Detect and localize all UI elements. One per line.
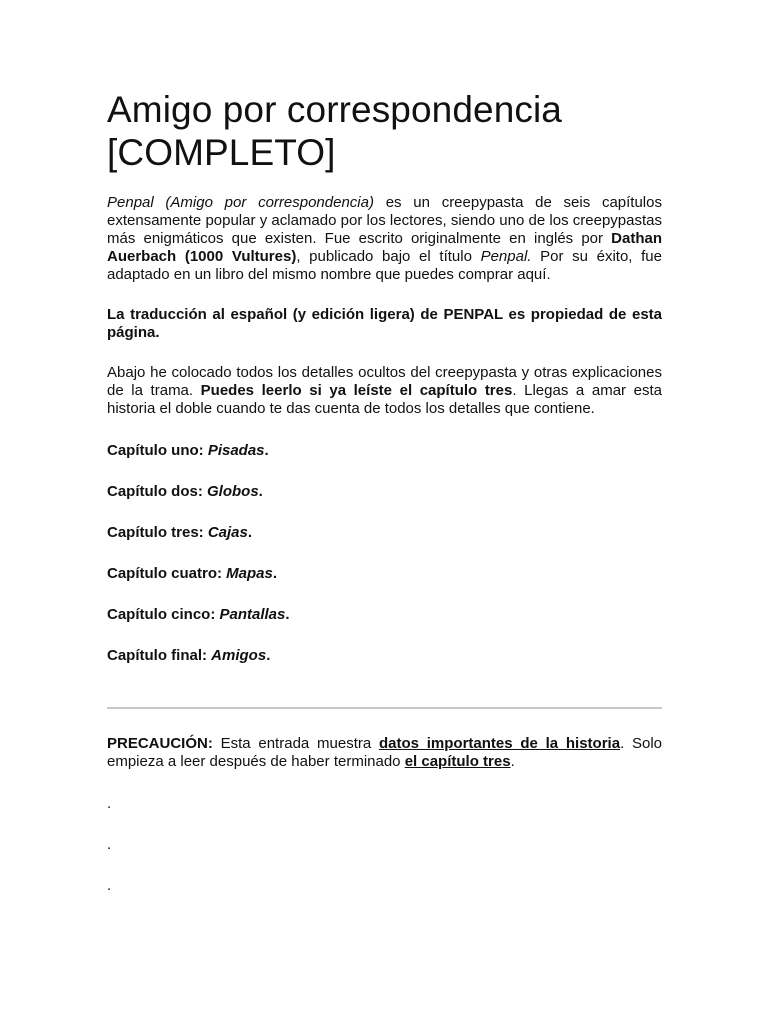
chapter-item <box>107 565 662 583</box>
chapter-name: Pantallas <box>219 606 286 623</box>
chapter-name: Globos <box>207 483 259 500</box>
title-line-2: [COMPLETO] <box>107 132 336 173</box>
translation-notice: La traducción al español (y edición ligera) de PENPAL es propiedad de esta página. <box>107 306 662 341</box>
warning-text-2: . Solo empieza a leer después de haber terminado <box>107 735 663 770</box>
intro-paragraph <box>107 194 662 284</box>
section-divider <box>107 707 662 709</box>
chapter-label: Capítulo dos: <box>107 483 207 500</box>
warning-text-1: Esta entrada muestra <box>212 735 379 752</box>
chapter-end: . <box>266 647 271 664</box>
chapter-label: Capítulo cuatro: <box>107 565 227 582</box>
chapter-end: . <box>272 565 278 582</box>
chapter-item <box>107 483 662 501</box>
details-text-1: Abajo he colocado todos los detalles ocultos del creepypasta y otras explicaciones de la trama. <box>107 364 662 399</box>
chapter-end: . <box>264 442 269 459</box>
spoiler-warning <box>107 735 662 771</box>
chapter-item <box>107 606 662 624</box>
details-bold-warning: Puedes leerlo si ya leíste el capítulo tres <box>200 382 513 399</box>
chapter-label: Capítulo uno: <box>107 442 208 459</box>
chapter-name: Amigos <box>211 647 267 664</box>
chapter-item <box>107 442 662 460</box>
document-title <box>107 88 662 174</box>
title-line-1: Amigo por correspondencia <box>107 89 562 130</box>
chapter-end: . <box>258 483 263 500</box>
spacer-dot: . <box>107 877 112 894</box>
author-name: Dathan Auerbach (1000 Vultures) <box>107 230 662 265</box>
penpal-title-italic: Penpal (Amigo por correspondencia) <box>107 194 374 211</box>
intro-text-2: , publicado bajo el título <box>296 248 481 265</box>
chapter-item <box>107 524 662 542</box>
chapter-end: . <box>285 606 290 623</box>
chapter-end: . <box>247 524 253 541</box>
details-text-2: . Llegas a amar esta historia el doble cuando te das cuenta de todos los detalles que contiene. <box>107 382 662 417</box>
intro-text-3: Por su éxito, fue adaptado en un libro del mismo nombre que puedes comprar aquí. <box>107 248 662 283</box>
chapter-name: Cajas <box>207 524 248 541</box>
chapter-list <box>107 442 662 665</box>
warning-text-3: . <box>510 753 515 770</box>
spacer-dot: . <box>107 836 112 853</box>
warning-label: PRECAUCIÓN: <box>107 735 213 752</box>
chapter-name: Mapas <box>226 565 273 582</box>
book-title-italic: Penpal. <box>480 248 532 265</box>
intro-text-1: es un creepypasta de seis capítulos extensamente popular y aclamado por los lectores, siendo uno de los creepypastas más enigmáticos que existen. Fue escrito originalmente en inglés por <box>107 194 662 247</box>
chapter-item <box>107 647 662 665</box>
spacer-dot: . <box>107 795 112 812</box>
details-paragraph <box>107 364 662 418</box>
chapter-label: Capítulo final: <box>107 647 212 664</box>
important-data-link[interactable]: datos importantes de la historia <box>378 735 621 752</box>
chapter-three-link[interactable]: el capítulo tres <box>404 753 511 770</box>
chapter-name: Pisadas <box>207 442 265 459</box>
chapter-label: Capítulo cinco: <box>107 606 220 623</box>
chapter-label: Capítulo tres: <box>107 524 208 541</box>
